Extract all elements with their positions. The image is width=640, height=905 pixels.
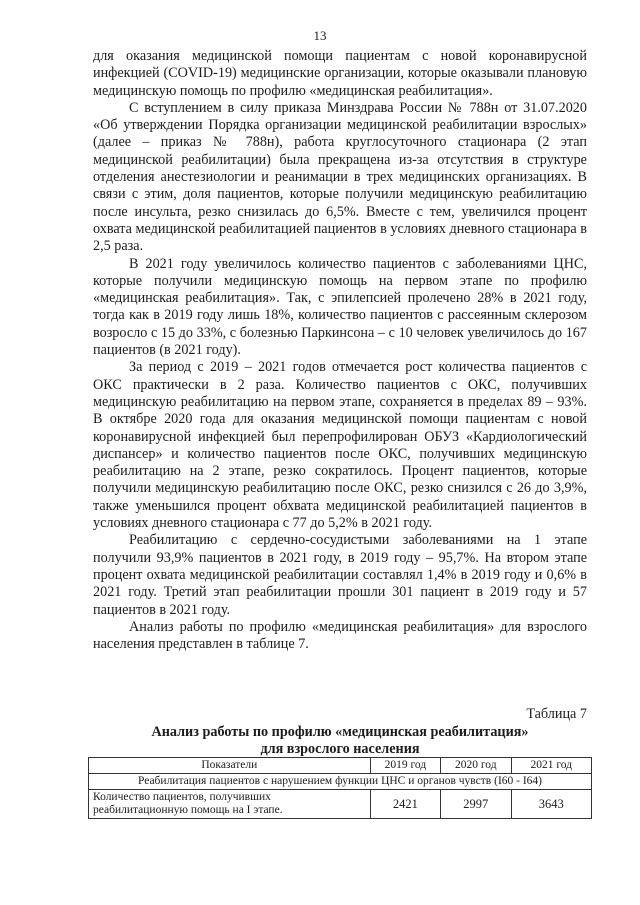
header-2021: 2021 год bbox=[511, 758, 592, 774]
group-label: Реабилитация пациентов с нарушением функции ЦНС и органов чувств (I60 - I64) bbox=[89, 774, 592, 790]
paragraph-5: Реабилитацию с сердечно-сосудистыми заболеваниями на 1 этапе получили 93,9% пациентов в 2021 году, в 2019 году – 95,7%. На втором этапе процент охвата медицинской реабилитации составлял 1,4% в 2019 году и 0,6% в 2021 году. Третий этап реабилитации прошли 301 пациент в 2019 году и 57 пациентов в 2021 году. bbox=[93, 532, 587, 618]
value-2019: 2421 bbox=[370, 790, 440, 819]
table-title-line-2: для взрослого населения bbox=[260, 741, 420, 757]
table-row bbox=[89, 790, 592, 819]
body-text bbox=[93, 48, 587, 653]
header-indicators: Показатели bbox=[89, 758, 371, 774]
paragraph-1: для оказания медицинской помощи пациентам с новой коронавирусной инфекцией (COVID-19) медицинские организации, которые оказывали плановую медицинскую помощь по профилю «медицинская реабилитация». bbox=[93, 48, 587, 99]
paragraph-4: За период с 2019 – 2021 годов отмечается рост количества пациентов с ОКС практически в 2 раза. Количество пациентов с ОКС, получивших медицинскую реабилитацию на первом этапе, сохраняется в пределах 89 – 93%. В октябре 2020 года для оказания медицинской помощи пациентам с новой коронавирусной инфекцией был перепрофилирован ОБУЗ «Кардиологический диспансер» и количество пациентов после ОКС, получивших медицинскую реабилитацию на 2 этапе, резко сократилось. Процент пациентов, которые получили медицинскую реабилитацию после ОКС, резко снизился с 26 до 3,9%, также уменьшился процент обхвата медицинской реабилитацией пациентов в условиях дневного стационара с 77 до 5,2% в 2021 году. bbox=[93, 359, 587, 532]
table-header-row bbox=[89, 758, 592, 774]
value-2020: 2997 bbox=[441, 790, 511, 819]
table-title bbox=[93, 724, 587, 758]
data-table bbox=[88, 757, 592, 819]
paragraph-2: С вступлением в силу приказа Минздрава России № 788н от 31.07.2020 «Об утверждении Порядка организации медицинской реабилитации взрослых» (далее – приказ № 788н), работа круглосуточного стационара (2 этап медицинской реабилитации) была прекращена из-за отсутствия в структуре отделения анестезиологии и реанимации в трех медицинских организациях. В связи с этим, доля пациентов, которые получили медицинскую реабилитацию после инсульта, резко снизилась до 6,5%. Вместе с тем, увеличился процент охвата медицинской реабилитацией пациентов в условиях дневного стационара в 2,5 раза. bbox=[93, 99, 587, 255]
value-2021: 3643 bbox=[511, 790, 592, 819]
paragraph-6: Анализ работы по профилю «медицинская реабилитация» для взрослого населения представлен в таблице 7. bbox=[93, 618, 587, 653]
paragraph-3: В 2021 году увеличилось количество пациентов с заболеваниями ЦНС, которые получили медицинскую помощь на первом этапе по профилю «медицинская реабилитация». Так, с эпилепсией пролечено 28% в 2021 году, тогда как в 2019 году лишь 18%, количество пациентов с рассеянным склерозом возросло с 15 до 33%, с болезнью Паркинсона – с 10 человек увеличилось до 167 пациентов (в 2021 году). bbox=[93, 255, 587, 359]
header-2020: 2020 год bbox=[441, 758, 511, 774]
header-2019: 2019 год bbox=[370, 758, 440, 774]
table-title-line-1: Анализ работы по профилю «медицинская реабилитация» bbox=[151, 724, 529, 740]
table-group-row bbox=[89, 774, 592, 790]
row-label: Количество пациентов, получивших реабилитационную помощь на I этапе. bbox=[89, 790, 371, 819]
table-caption: Таблица 7 bbox=[526, 706, 587, 722]
page-number: 13 bbox=[313, 28, 327, 43]
